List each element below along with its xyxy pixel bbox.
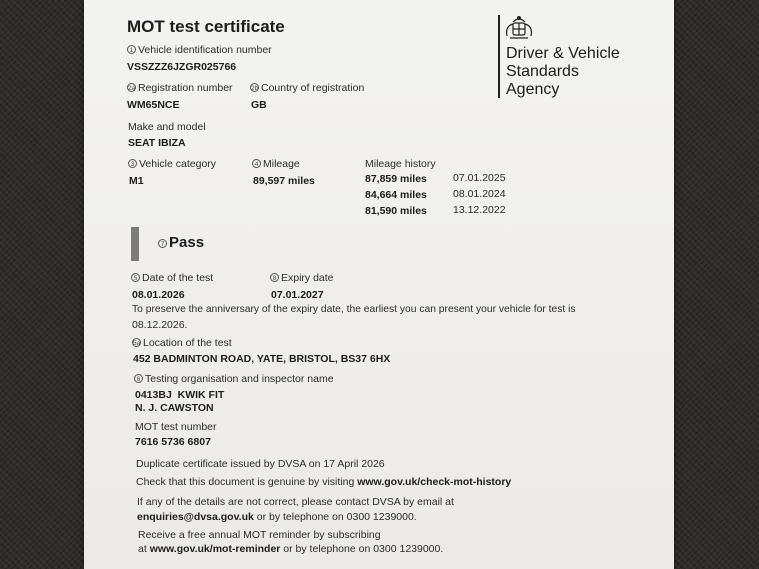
registration-label: 2a Registration number	[128, 82, 233, 94]
mileage-history-miles: 81,590 miles	[365, 205, 427, 217]
mileage-history-label: Mileage history	[365, 158, 436, 170]
certificate-title: MOT test certificate	[127, 17, 285, 36]
field-number-badge: 7	[158, 239, 167, 248]
mileage-label: 4 Mileage	[252, 158, 300, 170]
mileage-history-date: 08.01.2024	[453, 188, 506, 200]
field-number-badge: 2b	[251, 85, 259, 92]
country-label: 2b Country of registration	[251, 82, 365, 94]
mileage-history-date: 07.01.2025	[453, 172, 506, 184]
testing-org-value: 0413BJ KWIK FIT	[135, 389, 225, 401]
field-number-badge: 6	[134, 374, 143, 383]
anniversary-note-line2: 08.12.2026.	[132, 319, 188, 331]
check-mot-history-link[interactable]: www.gov.uk/check-mot-history	[357, 476, 512, 488]
field-number-badge: 5a	[133, 340, 141, 347]
location-value: 452 BADMINTON ROAD, YATE, BRISTOL, BS37 6HX	[133, 353, 391, 365]
make-model-value: SEAT IBIZA	[128, 137, 186, 149]
mileage-history-miles: 87,859 miles	[365, 173, 427, 185]
field-number-badge: 8	[270, 273, 279, 282]
agency-divider	[498, 15, 500, 98]
mot-number-label: MOT test number	[135, 421, 217, 433]
expiry-date-label: 8 Expiry date	[270, 272, 334, 284]
testing-org-label: 6 Testing organisation and inspector name	[134, 373, 334, 385]
duplicate-note: Duplicate certificate issued by DVSA on 17 April 2026	[136, 458, 385, 470]
field-number-badge: 3	[128, 159, 137, 168]
mot-number-value: 7616 5736 6807	[135, 436, 211, 448]
vin-value: VSSZZZ6JZGR025766	[127, 61, 237, 73]
agency-name-line2: Standards	[506, 63, 579, 80]
royal-crest-icon	[504, 14, 534, 40]
field-number-badge: 4	[252, 159, 261, 168]
location-label: 5a Location of the test	[133, 337, 232, 349]
mileage-value: 89,597 miles	[253, 175, 315, 187]
country-value: GB	[251, 99, 267, 111]
mileage-history-miles: 84,664 miles	[365, 189, 427, 201]
mot-reminder-link[interactable]: www.gov.uk/mot-reminder	[149, 543, 281, 555]
test-date-value: 08.01.2026	[132, 289, 185, 301]
result-indicator-bar	[131, 227, 139, 261]
category-label: 3 Vehicle category	[128, 158, 216, 170]
check-note: Check that this document is genuine by visiting www.gov.uk/check-mot-history	[136, 476, 512, 488]
field-number-badge: 5	[131, 273, 140, 282]
test-result: 7 Pass	[158, 234, 204, 251]
reminder-note-line1: Receive a free annual MOT reminder by subscribing	[138, 529, 381, 541]
contact-note-line2: enquiries@dvsa.gov.uk or by telephone on 0300 1239000.	[137, 511, 417, 523]
contact-note-line1: If any of the details are not correct, please contact DVSA by email at	[137, 496, 454, 508]
field-number-badge: 1	[127, 45, 136, 54]
test-date-label: 5 Date of the test	[131, 272, 213, 284]
vin-label: 1 Vehicle identification number	[127, 44, 272, 56]
inspector-name: N. J. CAWSTON	[135, 402, 214, 414]
make-model-label: Make and model	[128, 121, 206, 133]
mileage-history-date: 13.12.2022	[453, 204, 506, 216]
anniversary-note-line1: To preserve the anniversary of the expiry date, the earliest you can present your vehicle for test is	[132, 304, 576, 315]
agency-name-line3: Agency	[506, 81, 560, 98]
contact-email-link[interactable]: enquiries@dvsa.gov.uk	[137, 511, 254, 523]
registration-value: WM65NCE	[127, 99, 180, 111]
category-value: M1	[129, 175, 144, 187]
agency-name-line1: Driver & Vehicle	[506, 45, 620, 62]
reminder-note-line2: at www.gov.uk/mot-reminder or by telephone on 0300 1239000.	[138, 543, 444, 555]
expiry-date-value: 07.01.2027	[271, 289, 324, 301]
field-number-badge: 2a	[128, 85, 136, 92]
